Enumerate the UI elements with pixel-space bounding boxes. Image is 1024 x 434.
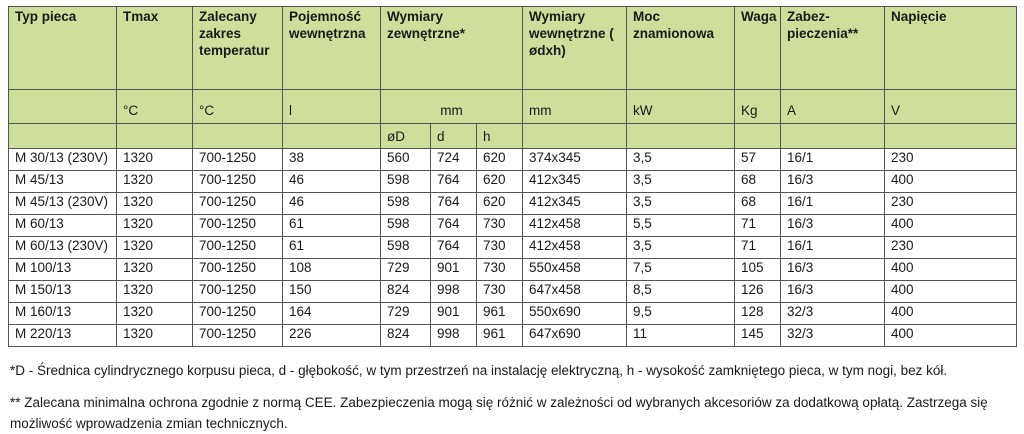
subunit-oD: øD <box>381 124 431 149</box>
col-header-zakres: Zalecany zakres temperatur <box>193 7 283 90</box>
col-header-napiecie: Napięcie <box>885 7 1017 90</box>
cell-tmax: 1320 <box>117 149 193 171</box>
cell-d: 764 <box>431 237 477 259</box>
cell-tmax: 1320 <box>117 259 193 281</box>
cell-zakres: 700-1250 <box>193 237 283 259</box>
cell-napiecie: 230 <box>885 149 1017 171</box>
subunit-tmax-blank <box>117 124 193 149</box>
cell-napiecie: 230 <box>885 237 1017 259</box>
subunit-wewnetrzne-blank <box>523 124 627 149</box>
cell-tmax: 1320 <box>117 193 193 215</box>
cell-oD: 560 <box>381 149 431 171</box>
subunit-moc-blank <box>627 124 735 149</box>
subunits-row <box>9 124 1017 149</box>
cell-h: 961 <box>477 303 523 325</box>
cell-zabezpieczenia: 16/3 <box>781 171 885 193</box>
cell-waga: 145 <box>735 325 781 347</box>
cell-pojemnosc: 61 <box>283 215 381 237</box>
cell-typ: M 60/13 (230V) <box>9 237 117 259</box>
cell-wewnetrzne: 550x690 <box>523 303 627 325</box>
cell-zabezpieczenia: 16/1 <box>781 237 885 259</box>
unit-zewnetrzne: mm <box>381 90 523 124</box>
cell-d: 901 <box>431 259 477 281</box>
cell-typ: M 150/13 <box>9 281 117 303</box>
cell-tmax: 1320 <box>117 325 193 347</box>
col-header-tmax: Tmax <box>117 7 193 90</box>
cell-moc: 5,5 <box>627 215 735 237</box>
cell-zakres: 700-1250 <box>193 171 283 193</box>
unit-pojemnosc: l <box>283 90 381 124</box>
subunit-napiecie-blank <box>885 124 1017 149</box>
footnote-dimensions: *D - Średnica cylindrycznego korpusu pieca, d - głębokość, w tym przestrzeń na instalację elektryczną, h - wysokość zamkniętego pieca, w tym nogi, bez kół. <box>10 363 948 378</box>
cell-oD: 824 <box>381 325 431 347</box>
cell-h: 730 <box>477 237 523 259</box>
cell-wewnetrzne: 412x458 <box>523 215 627 237</box>
subunit-waga-blank <box>735 124 781 149</box>
table-row <box>9 303 1017 325</box>
col-header-pojemnosc: Pojemność wewnętrzna <box>283 7 381 90</box>
unit-zakres: °C <box>193 90 283 124</box>
cell-tmax: 1320 <box>117 281 193 303</box>
cell-zakres: 700-1250 <box>193 281 283 303</box>
cell-typ: M 60/13 <box>9 215 117 237</box>
unit-waga: Kg <box>735 90 781 124</box>
cell-waga: 128 <box>735 303 781 325</box>
cell-pojemnosc: 150 <box>283 281 381 303</box>
cell-waga: 105 <box>735 259 781 281</box>
cell-zabezpieczenia: 16/3 <box>781 281 885 303</box>
cell-zakres: 700-1250 <box>193 215 283 237</box>
furnace-spec-table <box>8 6 1017 347</box>
cell-zabezpieczenia: 16/1 <box>781 193 885 215</box>
table-header <box>9 7 1017 149</box>
subunit-d: d <box>431 124 477 149</box>
cell-d: 764 <box>431 171 477 193</box>
cell-h: 961 <box>477 325 523 347</box>
unit-tmax: °C <box>117 90 193 124</box>
cell-waga: 68 <box>735 171 781 193</box>
cell-zabezpieczenia: 16/3 <box>781 215 885 237</box>
subunit-zakres-blank <box>193 124 283 149</box>
cell-zakres: 700-1250 <box>193 149 283 171</box>
cell-moc: 9,5 <box>627 303 735 325</box>
cell-typ: M 45/13 (230V) <box>9 193 117 215</box>
table-row <box>9 171 1017 193</box>
col-header-moc: Moc znamionowa <box>627 7 735 90</box>
cell-d: 998 <box>431 325 477 347</box>
cell-typ: M 100/13 <box>9 259 117 281</box>
cell-wewnetrzne: 647x690 <box>523 325 627 347</box>
cell-d: 764 <box>431 215 477 237</box>
cell-h: 730 <box>477 281 523 303</box>
cell-typ: M 30/13 (230V) <box>9 149 117 171</box>
unit-wewnetrzne: mm <box>523 90 627 124</box>
col-header-waga: Waga <box>735 7 781 90</box>
cell-pojemnosc: 108 <box>283 259 381 281</box>
cell-wewnetrzne: 412x345 <box>523 193 627 215</box>
cell-moc: 8,5 <box>627 281 735 303</box>
cell-typ: M 160/13 <box>9 303 117 325</box>
cell-moc: 3,5 <box>627 193 735 215</box>
cell-tmax: 1320 <box>117 237 193 259</box>
cell-napiecie: 400 <box>885 325 1017 347</box>
cell-wewnetrzne: 647x458 <box>523 281 627 303</box>
cell-napiecie: 230 <box>885 193 1017 215</box>
cell-napiecie: 400 <box>885 303 1017 325</box>
cell-moc: 3,5 <box>627 171 735 193</box>
cell-zakres: 700-1250 <box>193 325 283 347</box>
cell-h: 730 <box>477 259 523 281</box>
cell-zakres: 700-1250 <box>193 259 283 281</box>
cell-oD: 598 <box>381 237 431 259</box>
cell-zabezpieczenia: 32/3 <box>781 325 885 347</box>
cell-d: 901 <box>431 303 477 325</box>
table-row <box>9 215 1017 237</box>
cell-pojemnosc: 226 <box>283 325 381 347</box>
table-row <box>9 237 1017 259</box>
cell-zabezpieczenia: 32/3 <box>781 303 885 325</box>
cell-h: 620 <box>477 149 523 171</box>
cell-oD: 729 <box>381 259 431 281</box>
cell-tmax: 1320 <box>117 171 193 193</box>
cell-moc: 11 <box>627 325 735 347</box>
cell-waga: 126 <box>735 281 781 303</box>
cell-zakres: 700-1250 <box>193 193 283 215</box>
cell-moc: 3,5 <box>627 149 735 171</box>
cell-oD: 729 <box>381 303 431 325</box>
cell-d: 998 <box>431 281 477 303</box>
cell-zabezpieczenia: 16/1 <box>781 149 885 171</box>
cell-typ: M 45/13 <box>9 171 117 193</box>
cell-pojemnosc: 61 <box>283 237 381 259</box>
table-row <box>9 325 1017 347</box>
table-row <box>9 193 1017 215</box>
cell-wewnetrzne: 412x345 <box>523 171 627 193</box>
cell-d: 764 <box>431 193 477 215</box>
cell-napiecie: 400 <box>885 281 1017 303</box>
cell-waga: 57 <box>735 149 781 171</box>
cell-wewnetrzne: 412x458 <box>523 237 627 259</box>
subunit-pojemnosc-blank <box>283 124 381 149</box>
col-header-wymiary-zewnetrzne: Wymiary zewnętrzne* <box>381 7 523 90</box>
subunit-zabezpieczenia-blank <box>781 124 885 149</box>
cell-oD: 598 <box>381 171 431 193</box>
cell-h: 730 <box>477 215 523 237</box>
footnote-protection: ** Zalecana minimalna ochrona zgodnie z normą CEE. Zabezpieczenia mogą się różnić w zależności od wybranych akcesoriów za dodatkową opłatą. Zastrzega się możliwość wprowadzenia zmian technicznych. <box>10 395 988 431</box>
cell-wewnetrzne: 550x458 <box>523 259 627 281</box>
cell-napiecie: 400 <box>885 171 1017 193</box>
cell-zabezpieczenia: 16/3 <box>781 259 885 281</box>
cell-typ: M 220/13 <box>9 325 117 347</box>
table-body <box>9 149 1017 347</box>
cell-pojemnosc: 46 <box>283 193 381 215</box>
unit-moc: kW <box>627 90 735 124</box>
cell-napiecie: 400 <box>885 259 1017 281</box>
cell-waga: 71 <box>735 215 781 237</box>
cell-wewnetrzne: 374x345 <box>523 149 627 171</box>
cell-moc: 3,5 <box>627 237 735 259</box>
unit-zabezpieczenia: A <box>781 90 885 124</box>
col-header-zabezpieczenia: Zabez-pieczenia** <box>781 7 885 90</box>
cell-oD: 598 <box>381 215 431 237</box>
cell-pojemnosc: 38 <box>283 149 381 171</box>
units-row <box>9 90 1017 124</box>
cell-moc: 7,5 <box>627 259 735 281</box>
cell-waga: 68 <box>735 193 781 215</box>
cell-napiecie: 400 <box>885 215 1017 237</box>
cell-h: 620 <box>477 193 523 215</box>
cell-pojemnosc: 46 <box>283 171 381 193</box>
cell-d: 724 <box>431 149 477 171</box>
cell-zakres: 700-1250 <box>193 303 283 325</box>
subunit-typ-blank <box>9 124 117 149</box>
table-row <box>9 259 1017 281</box>
cell-pojemnosc: 164 <box>283 303 381 325</box>
col-header-typ: Typ pieca <box>9 7 117 90</box>
unit-napiecie: V <box>885 90 1017 124</box>
cell-tmax: 1320 <box>117 215 193 237</box>
col-header-wymiary-wewnetrzne: Wymiary wewnętrzne ( ødxh) <box>523 7 627 90</box>
cell-oD: 598 <box>381 193 431 215</box>
table-row <box>9 149 1017 171</box>
cell-h: 620 <box>477 171 523 193</box>
table-row <box>9 281 1017 303</box>
unit-typ <box>9 90 117 124</box>
cell-waga: 71 <box>735 237 781 259</box>
subunit-h: h <box>477 124 523 149</box>
cell-oD: 824 <box>381 281 431 303</box>
cell-tmax: 1320 <box>117 303 193 325</box>
